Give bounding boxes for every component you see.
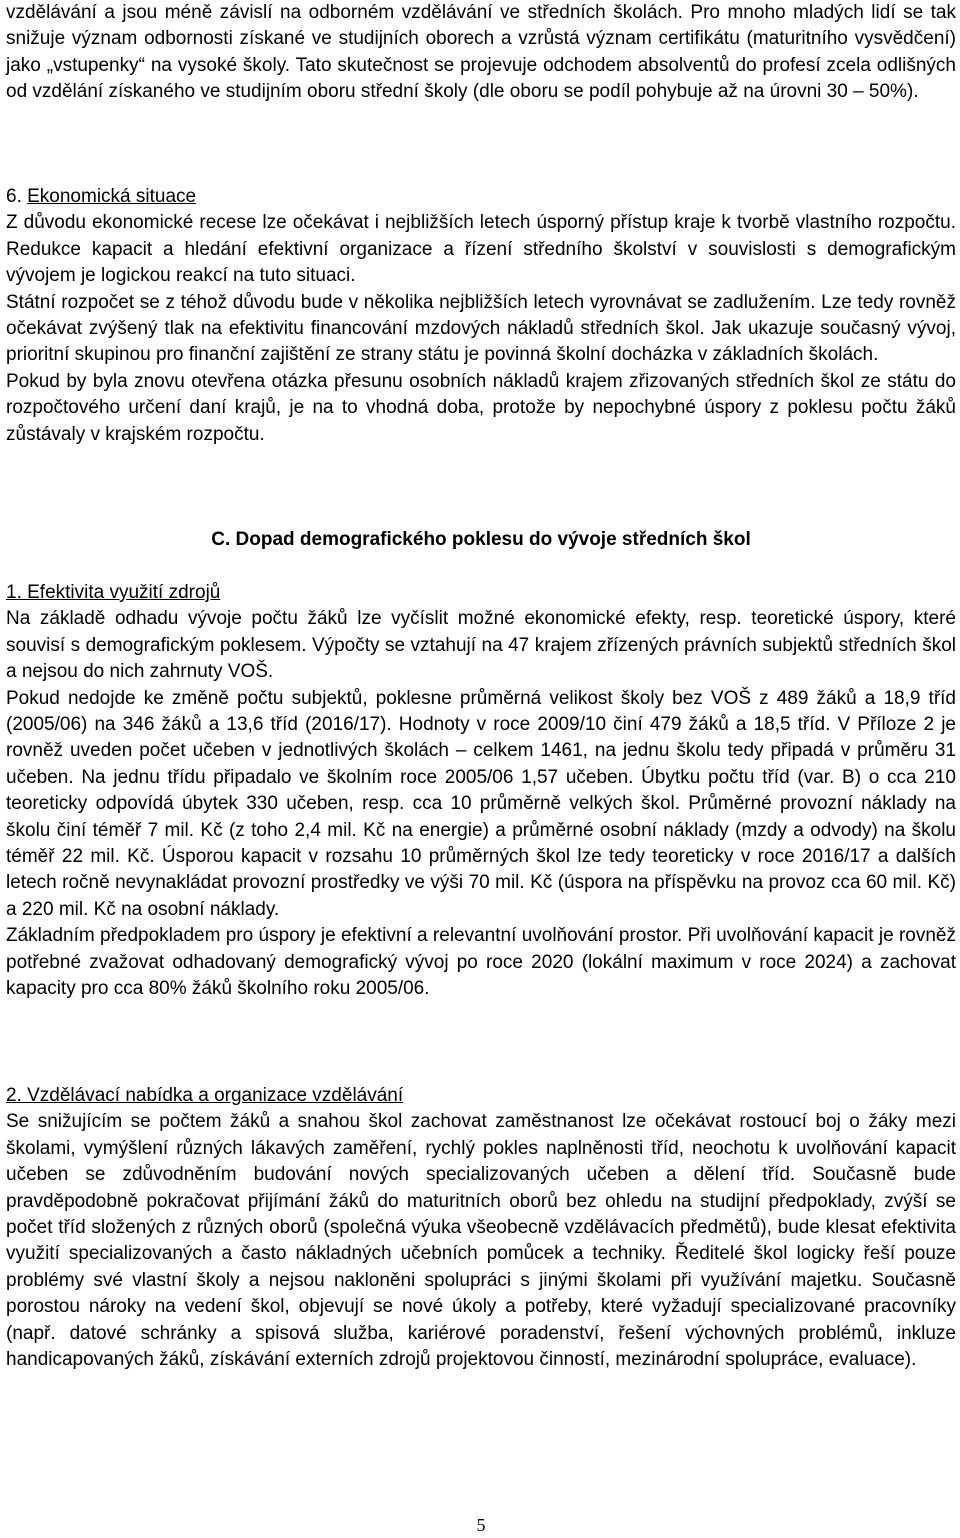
section-heading	[6, 184, 956, 210]
paragraph: Základním předpokladem pro úspory je efektivní a relevantní uvolňování prostor. Při uvolňování kapacit je rovněž potřebné zvažovat odhadovaný demografický vývoj po roce 2020 (lokální maximum v roce 2024) a zachovat kapacity pro cca 80% žáků školního roku 2005/06.	[6, 925, 956, 1000]
paragraph: Státní rozpočet se z téhož důvodu bude v několika nejbližších letech vyrovnávat se zadlužením. Lze tedy rovněž očekávat zvýšený tlak na efektivitu financování mzdových nákladů středních škol. Jak ukazuje současný vývoj, prioritní skupinou pro finanční zajištění ze strany státu je povinná školní docházka v základních školách.	[6, 291, 956, 366]
section-title: 2. Vzdělávací nabídka a organizace vzdělávání	[6, 1085, 404, 1106]
paragraph: Se snižujícím se počtem žáků a snahou škol zachovat zaměstnanost lze očekávat rostoucí boj o žáky mezi školami, vymýšlení různých lákavých zaměření, rychlý pokles naplněnosti tříd, neochotu k uvolňování kapacit učeben se zdůvodněním budování nových specializovaných učeben a dělení tříd. Současně bude pravděpodobně pokračovat přijímání žáků do maturitních oborů bez ohledu na studijní předpoklady, zvýší se počet tříd složených z různých oborů (společná výuka všeobecně vzdělávacích předmětů), bude klesat efektivita využití specializovaných a často nákladných učebních pomůcek a techniky. Ředitelé škol logicky řeší pouze problémy své vlastní školy a nejsou nakloněni spolupráci s jinými školami při využívání majetku. Současně porostou nároky na vedení škol, objevují se nové úkoly a potřeby, které vyžadují specializované pracovníky (např. datové schránky a spisová služba, kariérové poradenství, řešení výchovných problémů, inkluze handicapovaných žáků, získávání externích zdrojů projektovou činností, mezinárodní spolupráce, evaluace).	[6, 1111, 956, 1371]
paragraph: Z důvodu ekonomické recese lze očekávat i nejbližších letech úsporný přístup kraje k tvorbě vlastního rozpočtu. Redukce kapacit a hledání efektivní organizace a řízení středního školství v souvislosti s demografickým vývojem je logickou reakcí na tuto situaci.	[6, 212, 956, 287]
paragraph: Pokud nedojde ke změně počtu subjektů, poklesne průměrná velikost školy bez VOŠ z 489 žáků a 18,9 tříd (2005/06) na 346 žáků a 13,6 tříd (2016/17). Hodnoty v roce 2009/10 činí 479 žáků a 18,5 tříd. V Příloze 2 je rovněž uveden počet učeben v jednotlivých školách – celkem 1461, na jednu školu tedy připadá v průměru 31 učeben. Na jednu třídu připadalo ve školním roce 2005/06 1,57 učeben. Úbytku počtu tříd (var. B) o cca 210 teoreticky odpovídá úbytek 330 učeben, resp. cca 10 průměrně velkých škol. Průměrné provozní náklady na školu činí téměř 7 mil. Kč (z toho 2,4 mil. Kč na energie) a průměrné osobní náklady (mzdy a odvody) na školu téměř 22 mil. Kč. Úsporou kapacit v rozsahu 10 průměrných škol lze tedy teoreticky v roce 2016/17 a dalších letech ročně nevynakládat provozní prostředky ve výši 70 mil. Kč (úspora na příspěvku na provoz cca 60 mil. Kč) a 220 mil. Kč na osobní náklady.	[6, 687, 956, 920]
section-2	[6, 1083, 956, 1373]
chapter-title: C. Dopad demografického poklesu do vývoje středních škol	[211, 529, 751, 550]
document-page	[6, 0, 956, 1537]
page-number: 5	[476, 1515, 486, 1535]
section-number: 6.	[6, 186, 28, 207]
paragraph: vzdělávání a jsou méně závislí na odborném vzdělávání ve středních školách. Pro mnoho mladých lidí se tak snižuje význam odbornosti získané ve studijních oborech a vzrůstá význam certifikátu (maturitního vysvědčení) jako „vstupenky“ na vysoké školy. Tato skutečnost se projevuje odchodem absolventů do profesí zcela odlišných od vzdělání získaného ve studijním oboru střední školy (dle oboru se podíl pohybuje až na úrovni 30 – 50%).	[6, 2, 956, 103]
paragraph: Na základě odhadu vývoje počtu žáků lze vyčíslit možné ekonomické efekty, resp. teoretické úspory, které souvisí s demografickým poklesem. Výpočty se vztahují na 47 krajem zřízených právních subjektů středních škol a nejsou do nich zahrnuty VOŠ.	[6, 608, 956, 683]
section-title: 1. Efektivita využití zdrojů	[6, 582, 221, 603]
section-1	[6, 580, 956, 1003]
section-title: Ekonomická situace	[27, 186, 197, 207]
continuation-paragraph	[6, 0, 956, 106]
section-6	[6, 184, 956, 448]
paragraph: Pokud by byla znovu otevřena otázka přesunu osobních nákladů krajem zřizovaných středních škol ze státu do rozpočtového určení daní krajů, je na to vhodná doba, protože by nepochybné úspory z poklesu počtu žáků zůstávaly v krajském rozpočtu.	[6, 370, 956, 445]
